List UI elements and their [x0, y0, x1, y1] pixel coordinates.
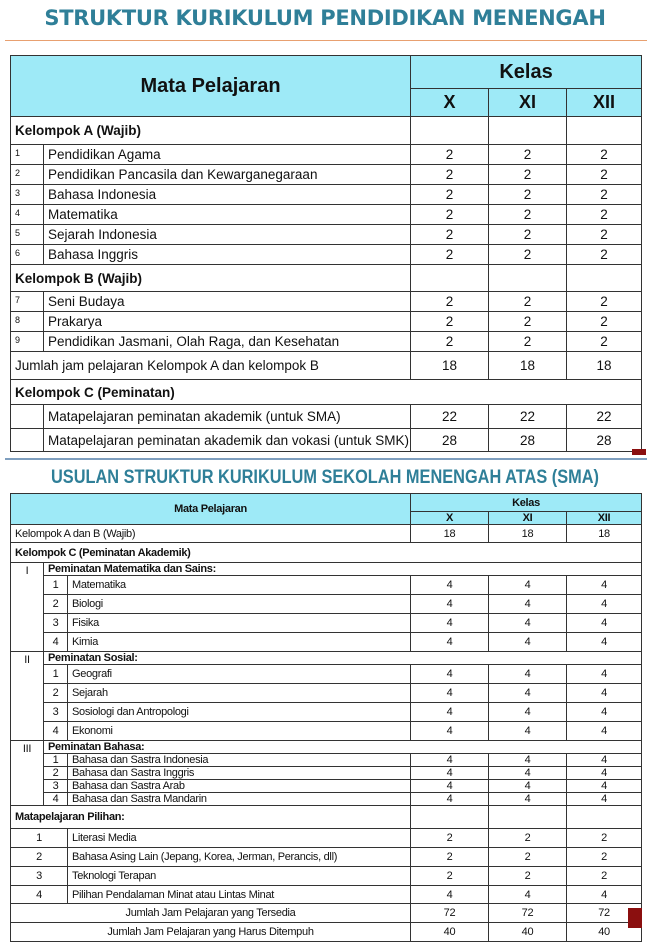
divider [5, 458, 647, 460]
table-row [11, 312, 642, 332]
hours-class-xii: 4 [567, 886, 642, 904]
hours-class-xii: 40 [567, 923, 642, 942]
row-number: 3 [44, 703, 68, 722]
subject-name: Prakarya [44, 312, 411, 332]
hours-class-xi: 4 [489, 886, 567, 904]
subject-name: Pendidikan Agama [44, 145, 411, 165]
group-label: Kelompok C (Peminatan Akademik) [11, 543, 642, 563]
hours-class-x: 4 [411, 684, 489, 703]
hours-class-xii: 18 [567, 352, 642, 380]
hours-class-xii: 4 [567, 722, 642, 741]
hours-class-xi: 18 [489, 352, 567, 380]
header-class-xii: XII [567, 89, 642, 117]
hours-class-x: 4 [411, 767, 489, 780]
hours-class-x: 2 [411, 332, 489, 352]
group-label: Kelompok C (Peminatan) [11, 380, 642, 405]
hours-class-x: 2 [411, 225, 489, 245]
hours-class-xi: 4 [489, 576, 567, 595]
row-number: 8 [11, 312, 44, 332]
subject-name: Pilihan Pendalaman Minat atau Lintas Minat [68, 886, 411, 904]
hours-class-xi: 28 [489, 429, 567, 452]
hours-class-xi: 18 [489, 525, 567, 543]
table-row [11, 332, 642, 352]
subject-name: Bahasa Inggris [44, 245, 411, 265]
empty-cell [489, 806, 567, 829]
hours-class-xii: 2 [567, 292, 642, 312]
table-row [11, 117, 642, 145]
subject-name: Bahasa dan Sastra Inggris [68, 767, 411, 780]
hours-class-x: 2 [411, 848, 489, 867]
table-row [11, 595, 642, 614]
row-number: 2 [11, 848, 68, 867]
subject-name: Sejarah Indonesia [44, 225, 411, 245]
hours-class-xii: 2 [567, 185, 642, 205]
table-row [11, 614, 642, 633]
subject-name: Bahasa dan Sastra Indonesia [68, 754, 411, 767]
slide-marker [632, 449, 646, 455]
header-class-xi: XI [489, 512, 567, 525]
empty-cell [411, 265, 489, 292]
header-kelas: Kelas [411, 56, 642, 89]
table-row [11, 245, 642, 265]
hours-class-x: 2 [411, 292, 489, 312]
subject-name: Bahasa dan Sastra Mandarin [68, 793, 411, 806]
hours-class-xii: 4 [567, 754, 642, 767]
group-label: Matapelajaran Pilihan: [11, 806, 411, 829]
empty-cell [489, 265, 567, 292]
hours-class-x: 4 [411, 780, 489, 793]
subject-name: Sejarah [68, 684, 411, 703]
hours-class-xi: 2 [489, 185, 567, 205]
table-row [11, 265, 642, 292]
table-row [11, 703, 642, 722]
table-row [11, 576, 642, 595]
hours-class-x: 4 [411, 754, 489, 767]
hours-class-x: 4 [411, 703, 489, 722]
table-row [11, 652, 642, 665]
subject-name: Bahasa Indonesia [44, 185, 411, 205]
table-row [11, 684, 642, 703]
hours-class-x: 40 [411, 923, 489, 942]
row-number: 4 [44, 793, 68, 806]
hours-class-x: 2 [411, 829, 489, 848]
total-label: Jumlah Jam Pelajaran yang Harus Ditempuh [11, 923, 411, 942]
hours-class-xi: 4 [489, 614, 567, 633]
row-number: 9 [11, 332, 44, 352]
hours-class-xii: 2 [567, 145, 642, 165]
table-row [11, 780, 642, 793]
hours-class-xi: 2 [489, 312, 567, 332]
hours-class-x: 22 [411, 405, 489, 429]
hours-class-xi: 2 [489, 867, 567, 886]
hours-class-x: 2 [411, 867, 489, 886]
hours-class-xii: 2 [567, 245, 642, 265]
subject-name: Fisika [68, 614, 411, 633]
hours-class-xi: 2 [489, 848, 567, 867]
hours-class-xii: 2 [567, 867, 642, 886]
row-number: 2 [44, 684, 68, 703]
subject-name: Sosiologi dan Antropologi [68, 703, 411, 722]
empty-cell [567, 806, 642, 829]
row-number: 5 [11, 225, 44, 245]
hours-class-xi: 4 [489, 722, 567, 741]
hours-class-xii: 2 [567, 312, 642, 332]
row-number: 4 [44, 722, 68, 741]
hours-class-x: 2 [411, 185, 489, 205]
table-row [11, 145, 642, 165]
table-row [11, 225, 642, 245]
hours-class-xii: 4 [567, 767, 642, 780]
table-row [11, 185, 642, 205]
hours-class-xi: 4 [489, 793, 567, 806]
table-row [11, 665, 642, 684]
hours-class-x: 2 [411, 205, 489, 225]
hours-class-xii: 2 [567, 205, 642, 225]
hours-class-x: 2 [411, 245, 489, 265]
table-row [11, 405, 642, 429]
hours-class-x: 2 [411, 312, 489, 332]
hours-class-xii: 4 [567, 684, 642, 703]
empty-cell [411, 117, 489, 145]
section-title: USULAN STRUKTUR KURIKULUM SEKOLAH MENENGAH ATAS (SMA) [51, 467, 599, 488]
roman-numeral: II [11, 652, 44, 741]
hours-class-xii: 4 [567, 595, 642, 614]
table-row [11, 904, 642, 923]
hours-class-xii: 2 [567, 848, 642, 867]
header-class-x: X [411, 512, 489, 525]
table-row [11, 848, 642, 867]
hours-class-xi: 72 [489, 904, 567, 923]
hours-class-x: 72 [411, 904, 489, 923]
hours-class-x: 28 [411, 429, 489, 452]
row-number [11, 429, 44, 452]
row-number: 3 [11, 867, 68, 886]
hours-class-x: 18 [411, 352, 489, 380]
hours-class-x: 4 [411, 793, 489, 806]
row-number: 3 [44, 614, 68, 633]
page-title: STRUKTUR KURIKULUM PENDIDIKAN MENENGAH [44, 6, 606, 30]
hours-class-xi: 2 [489, 292, 567, 312]
hours-class-x: 4 [411, 722, 489, 741]
row-number: 1 [11, 829, 68, 848]
hours-class-xii: 28 [567, 429, 642, 452]
hours-class-xii: 4 [567, 780, 642, 793]
group-label: Kelompok B (Wajib) [11, 265, 411, 292]
hours-class-xii: 2 [567, 225, 642, 245]
subject-name: Matematika [44, 205, 411, 225]
subject-name: Geografi [68, 665, 411, 684]
hours-class-x: 4 [411, 614, 489, 633]
hours-class-xi: 2 [489, 165, 567, 185]
subject-name: Matapelajaran peminatan akademik (untuk SMA) [44, 405, 411, 429]
subject-name: Bahasa Asing Lain (Jepang, Korea, Jerman, Perancis, dll) [68, 848, 411, 867]
header-kelas: Kelas [411, 494, 642, 512]
table-row [11, 633, 642, 652]
divider [5, 40, 647, 41]
roman-numeral: I [11, 563, 44, 652]
row-number [11, 405, 44, 429]
header-subject: Mata Pelajaran [11, 56, 411, 117]
table-row [11, 563, 642, 576]
table-row [11, 429, 642, 452]
hours-class-xii: 4 [567, 576, 642, 595]
hours-class-xi: 2 [489, 205, 567, 225]
subject-name: Ekonomi [68, 722, 411, 741]
total-label: Jumlah Jam Pelajaran yang Tersedia [11, 904, 411, 923]
row-number: 2 [44, 767, 68, 780]
slide-marker [628, 908, 642, 928]
group-label: Kelompok A (Wajib) [11, 117, 411, 145]
row-number: 4 [11, 886, 68, 904]
hours-class-xii: 4 [567, 633, 642, 652]
table-row [11, 352, 642, 380]
hours-class-x: 4 [411, 595, 489, 614]
empty-cell [411, 806, 489, 829]
subject-name: Biologi [68, 595, 411, 614]
table-row [11, 806, 642, 829]
row-number: 1 [44, 754, 68, 767]
subject-name: Matapelajaran peminatan akademik dan vokasi (untuk SMK) [44, 429, 411, 452]
total-label: Jumlah jam pelajaran Kelompok A dan kelompok B [11, 352, 411, 380]
hours-class-xi: 4 [489, 767, 567, 780]
hours-class-xi: 22 [489, 405, 567, 429]
hours-class-xii: 2 [567, 165, 642, 185]
empty-cell [567, 117, 642, 145]
empty-cell [567, 265, 642, 292]
hours-class-xii: 2 [567, 332, 642, 352]
hours-class-xi: 4 [489, 780, 567, 793]
hours-class-xi: 4 [489, 754, 567, 767]
hours-class-xii: 2 [567, 829, 642, 848]
table-row [11, 741, 642, 754]
subject-name: Kimia [68, 633, 411, 652]
header-class-xi: XI [489, 89, 567, 117]
hours-class-xi: 2 [489, 332, 567, 352]
table-row [11, 525, 642, 543]
hours-class-xi: 40 [489, 923, 567, 942]
hours-class-xii: 4 [567, 793, 642, 806]
curriculum-structure-table [10, 55, 642, 452]
subgroup-label: Peminatan Bahasa: [44, 741, 642, 754]
hours-class-xi: 4 [489, 703, 567, 722]
hours-class-xii: 4 [567, 614, 642, 633]
row-number: 3 [11, 185, 44, 205]
table-row [11, 754, 642, 767]
table-row [11, 767, 642, 780]
hours-class-xi: 2 [489, 245, 567, 265]
row-number: 3 [44, 780, 68, 793]
table-row [11, 829, 642, 848]
table-row [11, 292, 642, 312]
row-number: 7 [11, 292, 44, 312]
subject-name: Pendidikan Pancasila dan Kewarganegaraan [44, 165, 411, 185]
table-row [11, 165, 642, 185]
hours-class-xii: 22 [567, 405, 642, 429]
proposed-sma-curriculum-table [10, 493, 642, 942]
subject-name: Teknologi Terapan [68, 867, 411, 886]
table-row [11, 793, 642, 806]
subgroup-label: Peminatan Matematika dan Sains: [44, 563, 642, 576]
subject-name: Bahasa dan Sastra Arab [68, 780, 411, 793]
hours-class-x: 4 [411, 576, 489, 595]
hours-class-xi: 4 [489, 633, 567, 652]
subject-name: Matematika [68, 576, 411, 595]
hours-class-xii: 4 [567, 665, 642, 684]
row-number: 1 [44, 665, 68, 684]
header-class-x: X [411, 89, 489, 117]
hours-class-xi: 2 [489, 145, 567, 165]
row-number: 6 [11, 245, 44, 265]
row-number: 1 [44, 576, 68, 595]
subject-name: Literasi Media [68, 829, 411, 848]
hours-class-x: 2 [411, 165, 489, 185]
table-row [11, 543, 642, 563]
hours-class-xi: 4 [489, 595, 567, 614]
hours-class-xii: 4 [567, 703, 642, 722]
subject-name: Pendidikan Jasmani, Olah Raga, dan Kesehatan [44, 332, 411, 352]
row-number: 2 [11, 165, 44, 185]
hours-class-xi: 2 [489, 829, 567, 848]
hours-class-x: 18 [411, 525, 489, 543]
row-number: 4 [44, 633, 68, 652]
table-row [11, 886, 642, 904]
hours-class-xii: 18 [567, 525, 642, 543]
roman-numeral: III [11, 741, 44, 806]
table-row [11, 380, 642, 405]
hours-class-xi: 2 [489, 225, 567, 245]
row-number: 2 [44, 595, 68, 614]
hours-class-xi: 4 [489, 684, 567, 703]
header-class-xii: XII [567, 512, 642, 525]
subject-name: Seni Budaya [44, 292, 411, 312]
hours-class-x: 4 [411, 665, 489, 684]
table-row [11, 867, 642, 886]
table-row [11, 722, 642, 741]
subgroup-label: Peminatan Sosial: [44, 652, 642, 665]
table-row [11, 205, 642, 225]
row-number: 1 [11, 145, 44, 165]
hours-class-xii: 72 [567, 904, 642, 923]
hours-class-x: 2 [411, 145, 489, 165]
header-subject: Mata Pelajaran [11, 494, 411, 525]
row-number: 4 [11, 205, 44, 225]
total-label: Kelompok A dan B (Wajib) [11, 525, 411, 543]
empty-cell [489, 117, 567, 145]
hours-class-x: 4 [411, 633, 489, 652]
table-row [11, 923, 642, 942]
hours-class-x: 4 [411, 886, 489, 904]
hours-class-xi: 4 [489, 665, 567, 684]
